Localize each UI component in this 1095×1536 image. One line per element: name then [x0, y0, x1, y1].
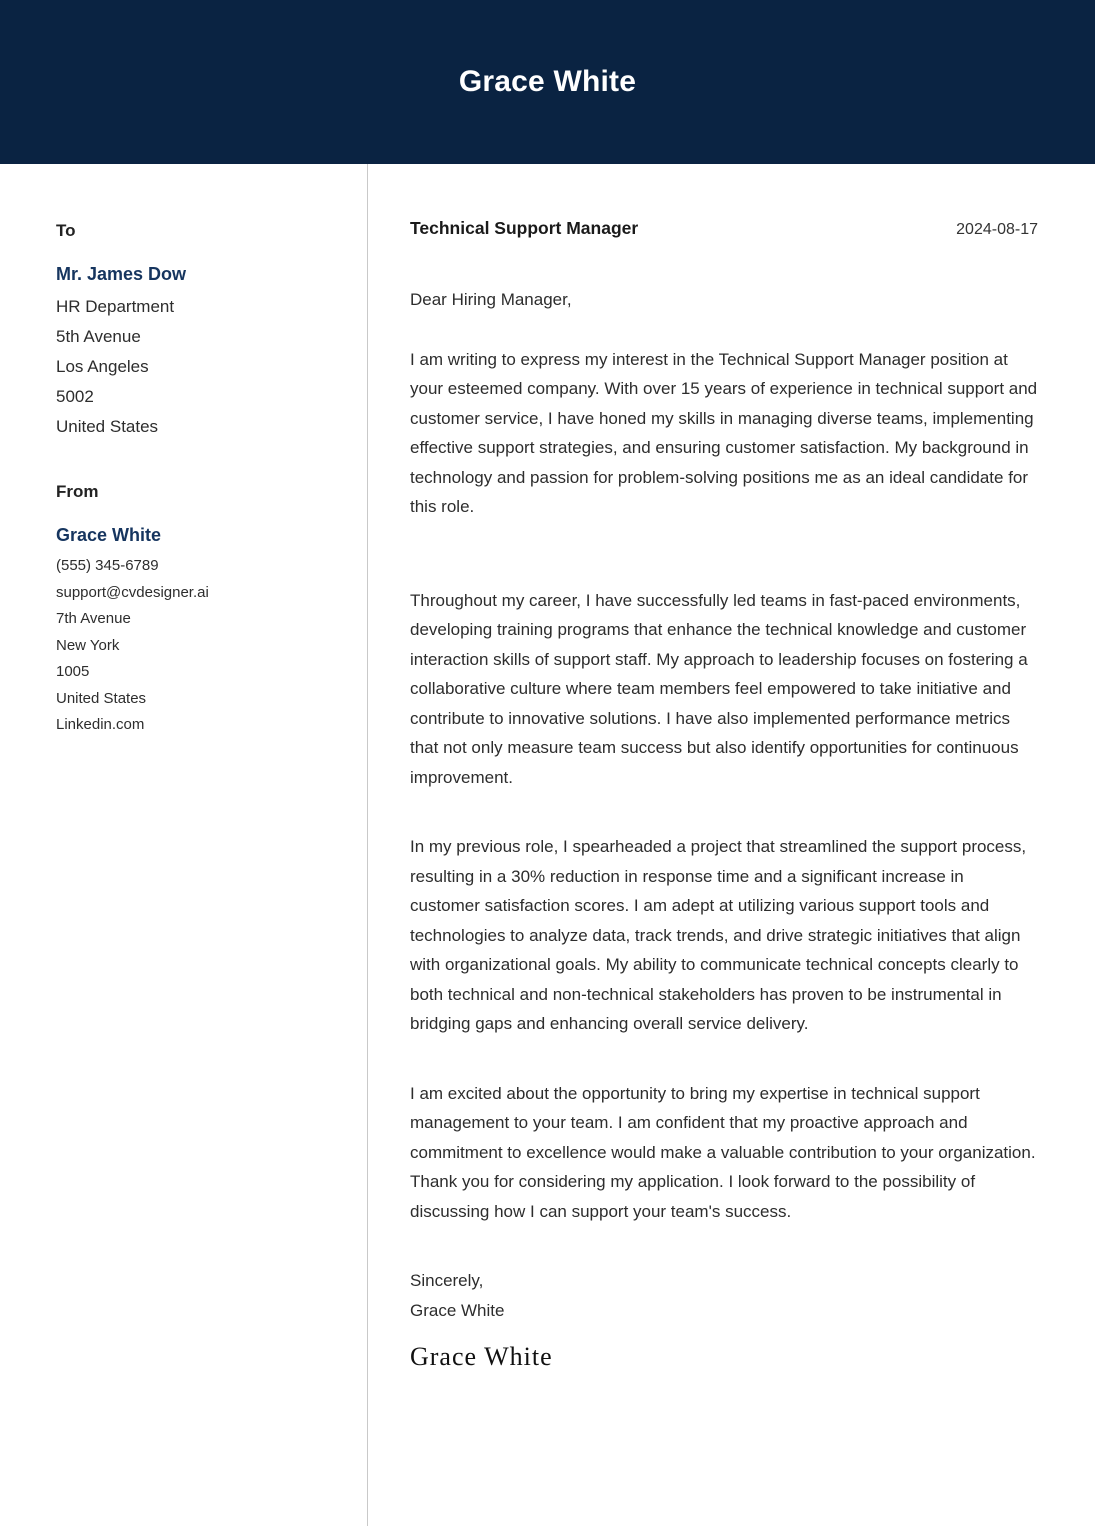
sender-phone: (555) 345-6789: [56, 557, 159, 574]
job-title: Technical Support Manager: [410, 218, 639, 238]
recipient-line: United States: [56, 417, 159, 436]
title-row: [410, 218, 1038, 239]
letter-paragraph: I am writing to express my interest in the Technical Support Manager position at your esteemed company. With over 15 years of experience in technical support and customer service, I have honed my skills in managing diverse teams, implementing effective support strategies, and ensuring customer satisfaction. My background in technology and passion for problem-solving positions me as an ideal candidate for this role.: [410, 349, 1038, 516]
sender-linkedin: Linkedin.com: [56, 716, 145, 733]
salutation: Dear Hiring Manager,: [410, 290, 572, 309]
recipient-line: 5th Avenue: [56, 327, 141, 346]
signature: Grace White: [410, 1342, 553, 1371]
page-title: Grace White: [458, 65, 637, 98]
from-label: From: [56, 482, 99, 501]
sender-email: support@cvdesigner.ai: [56, 583, 209, 601]
recipient-name: Mr. James Dow: [56, 264, 187, 284]
closing-text: Sincerely,: [410, 1271, 484, 1290]
to-section: [56, 221, 337, 442]
letter-paragraph: I am excited about the opportunity to bring my expertise in technical support management to your team. I am confident that my proactive approach and commitment to excellence would make a valuable contribution to your organization. Thank you for considering my application. I look forward to the possibility of discussing how I can support your team's success.: [410, 1083, 1036, 1221]
sender-line: United States: [56, 689, 147, 707]
recipient-line: Los Angeles: [56, 357, 149, 376]
sender-name: Grace White: [56, 525, 162, 545]
sender-line: 1005: [56, 663, 90, 680]
body-columns: [0, 164, 1095, 1526]
letter-body: [368, 164, 1095, 1526]
to-label: To: [56, 221, 76, 240]
sidebar: [0, 164, 368, 1526]
from-section: [56, 482, 337, 739]
recipient-line: 5002: [56, 387, 94, 406]
header-banner: [0, 0, 1095, 164]
recipient-line: HR Department: [56, 297, 175, 316]
letter-date: 2024-08-17: [956, 221, 1038, 238]
sender-line: New York: [56, 636, 120, 654]
closing-name: Grace White: [410, 1300, 505, 1320]
sender-line: 7th Avenue: [56, 610, 131, 627]
closing-block: [410, 1266, 1038, 1325]
letter-paragraph: Throughout my career, I have successfully led teams in fast-paced environments, developing training programs that enhance the technical knowledge and customer interaction skills of support staff. My approach to leadership focuses on fostering a collaborative culture where team members feel empowered to take initiative and contribute to innovative solutions. I have also implemented performance metrics that not only measure team success but also identify opportunities for continuous improvement.: [410, 590, 1028, 787]
letter-paragraph: In my previous role, I spearheaded a project that streamlined the support process, resulting in a 30% reduction in response time and a significant increase in customer satisfaction scores. I am adept at utilizing various support tools and technologies to analyze data, track trends, and drive strategic initiatives that align with organizational goals. My ability to communicate technical concepts clearly to both technical and non-technical stakeholders has proven to be instrumental in bridging gaps and enhancing overall service delivery.: [410, 837, 1027, 1033]
